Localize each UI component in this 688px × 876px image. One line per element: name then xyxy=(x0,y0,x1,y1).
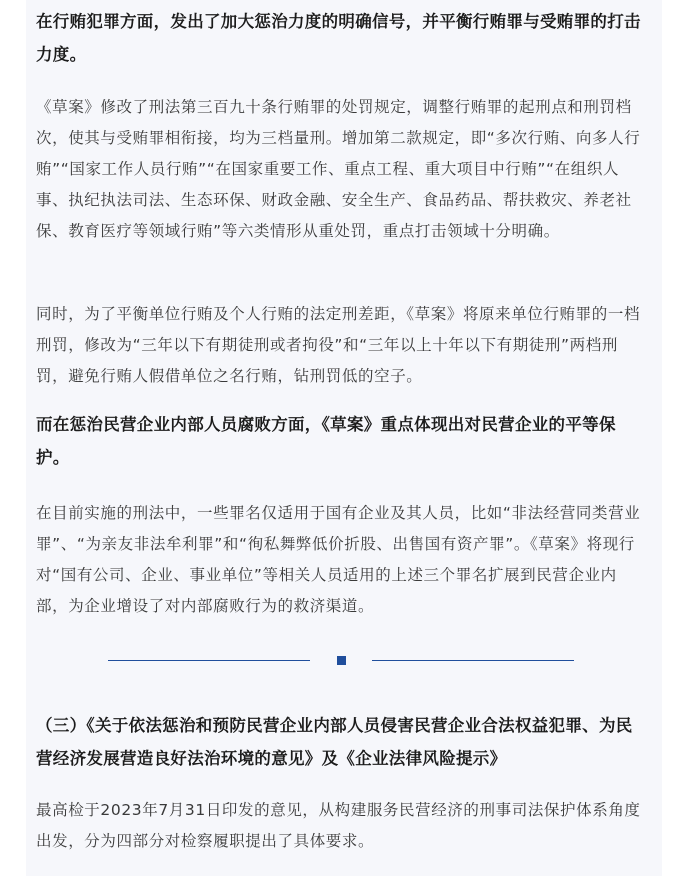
paragraph-procuratorate-opinion: 最高检于2023年7月31日印发的意见，从构建服务民营经济的刑事司法保护体系角度出发，分为四部分对检察履职提出了具体要求。 xyxy=(36,801,641,850)
divider-line-left xyxy=(108,660,310,661)
section-heading-opinion: （三）《关于依法惩治和预防民营企业内部人员侵害民营企业合法权益犯罪、为民营经济发展营造良好法治环境的意见》及《企业法律风险提示》 xyxy=(36,716,633,768)
paragraph-unit-bribery: 同时，为了平衡单位行贿及个人行贿的法定刑差距，《草案》将原来单位行贿罪的一档刑罚，修改为“三年以下有期徒刑或者拘役”和“三年以上十年以下有期徒刑”两档刑罚，避免行贿人假借单位之名行贿，钻刑罚低的空子。 xyxy=(36,305,641,385)
paragraph-bribery-amendment: 《草案》修改了刑法第三百九十条行贿罪的处罚规定，调整行贿罪的起刑点和刑罚档次，使其与受贿罪相衔接，均为三档量刑。增加第二款规定，即“多次行贿、向多人行贿”“国家工作人员行贿”“在国家重要工作、重点工程、重大项目中行贿”“在组织人事、执纪执法司法、生态环保、财政金融、安全生产、食品药品、帮扶救灾、养老社保、教育医疗等领域行贿”等六类情形从重处罚，重点打击领域十分明确。 xyxy=(36,98,641,240)
paragraph-private-enterprise-crimes: 在目前实施的刑法中，一些罪名仅适用于国有企业及其人员，比如“非法经营同类营业罪”、“为亲友非法牟利罪”和“徇私舞弊低价折股、出售国有资产罪”。《草案》将现行对“国有公司、企业、事业单位”等相关人员适用的上述三个罪名扩展到民营企业内部，为企业增设了对内部腐败行为的救济渠道。 xyxy=(36,504,641,615)
section-heading-private-enterprise: 而在惩治民营企业内部人员腐败方面，《草案》重点体现出对民营企业的平等保护。 xyxy=(36,415,616,467)
divider-line-right xyxy=(372,660,574,661)
divider-square-icon xyxy=(337,656,346,665)
section-heading-bribery: 在行贿犯罪方面，发出了加大惩治力度的明确信号，并平衡行贿罪与受贿罪的打击力度。 xyxy=(36,12,641,64)
section-divider xyxy=(0,654,688,668)
